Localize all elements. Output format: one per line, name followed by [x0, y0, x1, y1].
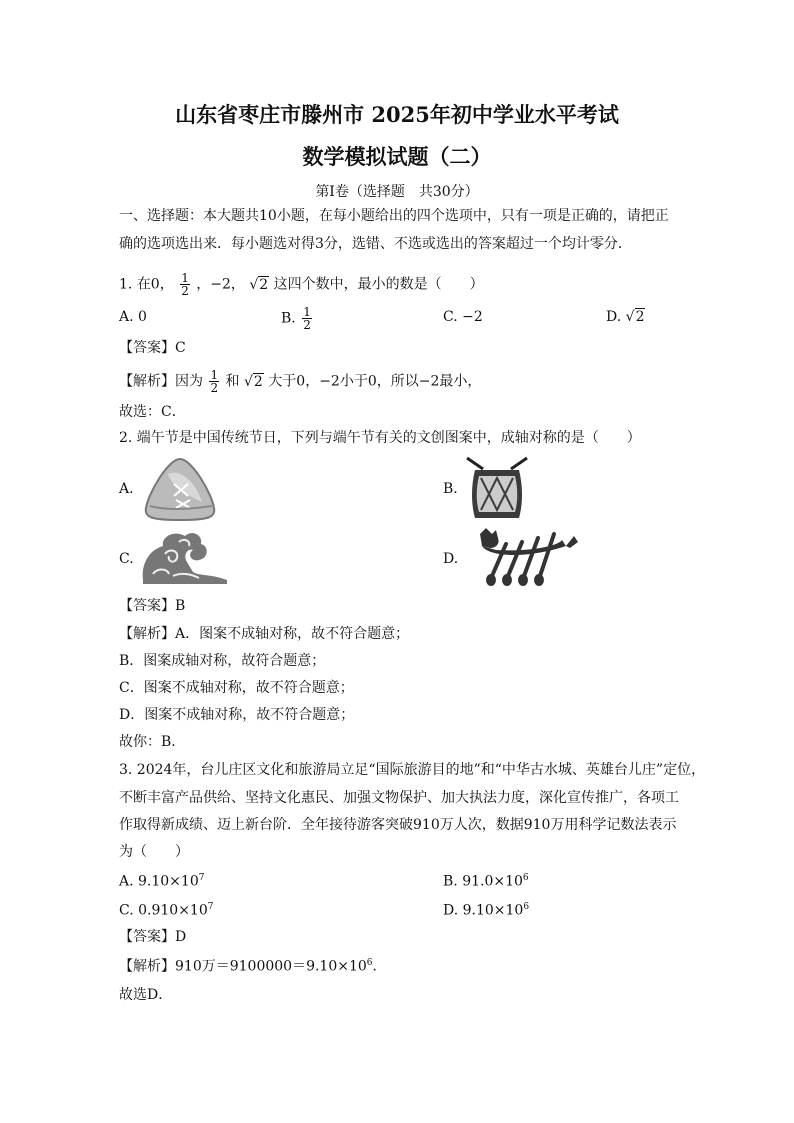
dragon-boat-icon [470, 524, 582, 588]
q2-option-b-label: B. [443, 481, 458, 497]
q1-number: 1. [119, 276, 133, 293]
q3-option-c [119, 902, 213, 919]
q1-option-b [281, 306, 314, 331]
q1-answer: 【答案】C [119, 340, 186, 356]
section-intro-line1: 一、选择题：本大题共10小题，在每小题给出的四个选项中，只有一项是正确的，请把正 [119, 208, 669, 224]
section-intro-line2: 确的选项选出来．每小题选对得3分，选错、不选或选出的答案超过一个均计零分． [119, 236, 632, 252]
frac-numerator: 1 [210, 368, 219, 382]
q1-option-a: A. 0 [119, 309, 147, 325]
q3-option-a-exponent: 7 [198, 873, 205, 883]
q1-analysis [119, 369, 481, 394]
q2-analysis-3: C．图案不成轴对称，故不符合题意； [119, 680, 354, 696]
q1-option-b-fraction [302, 306, 312, 331]
exam-subtitle: 数学模拟试题（二） [302, 144, 492, 169]
q1-option-c: C. −2 [443, 309, 483, 325]
q3-stem-line2: 不断丰富产品供给、坚持文化惠民、加强文物保护、加大执法力度，深化宣传推广，各项工 [119, 790, 679, 806]
q3-analysis [119, 958, 387, 975]
q2-stem: 2. 端午节是中国传统节日，下列与端午节有关的文创图案中，成轴对称的是（ ） [119, 430, 641, 446]
q1-analysis-c: 大于0，−2小于0，所以−2最小， [268, 373, 482, 390]
q3-analysis-text: 【解析】910万＝9100000＝9.10×10 [119, 958, 367, 975]
q1-option-b-label: B. [281, 310, 296, 327]
q1-fraction [180, 272, 190, 297]
q3-conclusion: 故选D． [119, 987, 173, 1003]
frac-denominator: 2 [303, 318, 311, 332]
zongzi-icon [140, 456, 220, 522]
frac-numerator: 1 [303, 305, 311, 319]
q3-option-d-text: D. 9.10×10 [443, 902, 524, 919]
q3-option-a-text: A. 9.10×10 [119, 873, 199, 890]
sqrt-radicand: 2 [253, 373, 263, 390]
q1-sqrt [249, 277, 269, 294]
q1-option-d-sqrt [626, 309, 646, 325]
q1-analysis-a: 【解析】因为 [119, 373, 203, 390]
q3-option-b [443, 873, 529, 890]
q2-conclusion: 故你：B． [119, 734, 186, 750]
q3-option-c-text: C. 0.910×10 [119, 902, 208, 919]
q1-analysis-sqrt [244, 374, 264, 391]
sqrt-symbol: √ [249, 276, 259, 293]
q1-text-a: 在0， [136, 276, 174, 293]
q3-option-d-exponent: 6 [523, 902, 530, 912]
q3-stem-line4: 为（ ） [119, 844, 189, 860]
q3-analysis-end: ． [372, 958, 387, 975]
q1-text-b: ，−2， [196, 276, 245, 293]
frac-denominator: 2 [181, 284, 189, 298]
q1-option-d-label: D. [606, 309, 622, 325]
q1-analysis-b: 和 [225, 373, 240, 390]
q3-option-b-text: B. 91.0×10 [443, 873, 523, 890]
q2-option-a-label: A. [119, 481, 134, 497]
volume-heading: 第Ⅰ卷（选择题 共30分） [315, 184, 479, 200]
drum-icon [463, 456, 531, 522]
q3-option-b-exponent: 6 [522, 873, 529, 883]
q1-option-d [606, 309, 645, 325]
sqrt-radicand: 2 [259, 276, 269, 293]
sqrt-symbol: √ [625, 309, 635, 325]
q3-stem-line1: 3. 2024年，台儿庄区文化和旅游局立足“国际旅游目的地”和“中华古水城、英雄台儿庄”定位， [119, 762, 706, 778]
q2-answer: 【答案】B [119, 598, 186, 614]
q1-analysis-fraction [209, 369, 219, 394]
q3-option-c-exponent: 7 [207, 902, 214, 912]
exam-title: 山东省枣庄市滕州市 2025年初中学业水平考试 [175, 102, 619, 127]
q2-option-c-label: C. [119, 551, 134, 567]
q3-answer: 【答案】D [119, 929, 187, 945]
q2-analysis-1: 【解析】A．图案不成轴对称，故不符合题意； [119, 626, 410, 642]
q1-conclusion: 故选：C． [119, 404, 186, 420]
sqrt-radicand: 2 [635, 309, 645, 325]
q1-text-c: 这四个数中，最小的数是（ ） [273, 276, 484, 293]
q1-stem [119, 272, 484, 297]
q2-analysis-2: B．图案成轴对称，故符合题意； [119, 653, 326, 669]
q3-option-d [443, 902, 529, 919]
q2-option-d-label: D. [443, 551, 459, 567]
q2-analysis-4: D．图案不成轴对称，故不符合题意； [119, 707, 355, 723]
wave-cloud-icon [139, 528, 231, 586]
frac-numerator: 1 [181, 271, 189, 285]
q3-option-a [119, 873, 204, 890]
q3-stem-line3: 作取得新成绩、迈上新台阶．全年接待游客突破910万人次，数据910万用科学记数法表示 [119, 817, 677, 833]
frac-denominator: 2 [210, 381, 219, 395]
q3-analysis-exponent: 6 [366, 958, 373, 968]
sqrt-symbol: √ [244, 373, 253, 390]
